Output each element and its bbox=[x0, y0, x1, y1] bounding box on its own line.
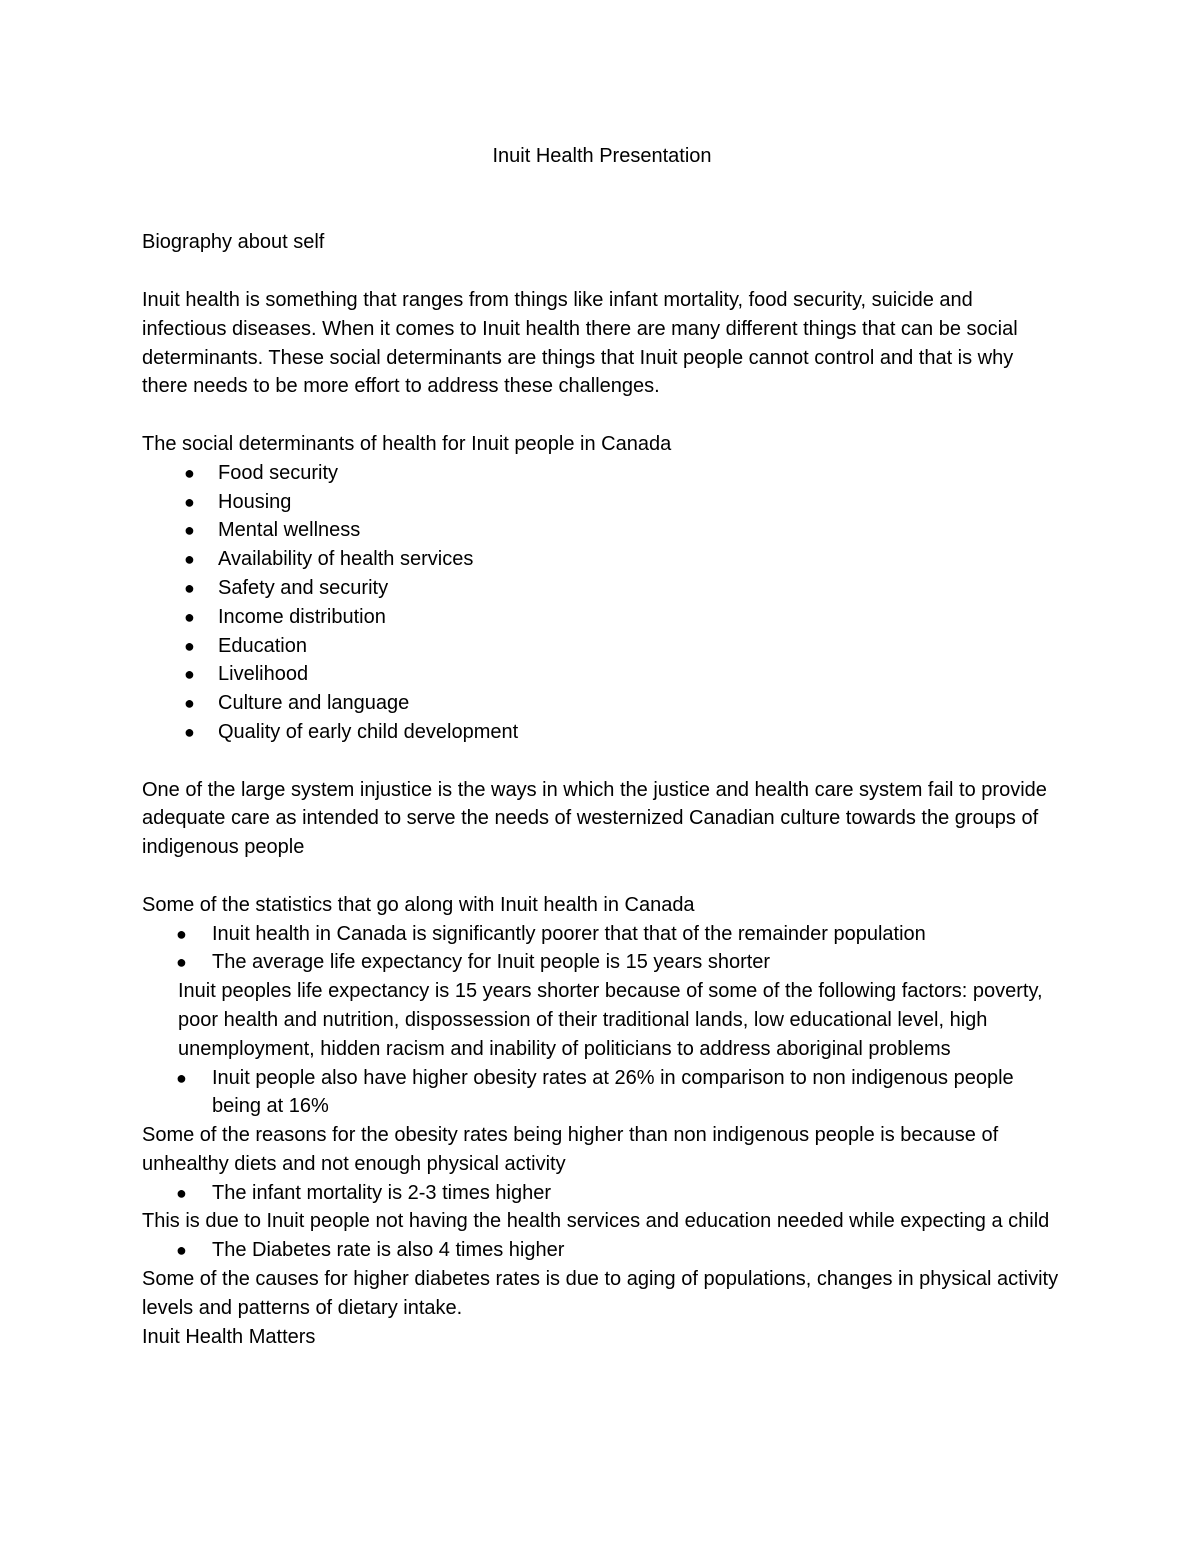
list-item bbox=[142, 948, 1062, 977]
list-item-text: Food security bbox=[218, 461, 339, 484]
list-item bbox=[142, 603, 1062, 632]
determinants-list bbox=[142, 459, 1062, 747]
list-item-text: Quality of early child development bbox=[218, 720, 519, 743]
bullet-icon: ● bbox=[184, 693, 195, 714]
list-item-text: Availability of health services bbox=[218, 548, 474, 571]
bullet-icon: ● bbox=[184, 520, 195, 541]
bullet-icon: ● bbox=[184, 635, 195, 656]
list-item-text: The infant mortality is 2-3 times higher bbox=[212, 1181, 552, 1204]
stats-list bbox=[142, 1236, 1062, 1265]
bullet-icon: ● bbox=[184, 577, 195, 598]
bullet-icon: ● bbox=[176, 1182, 187, 1203]
injustice-paragraph: One of the large system injustice is the ways in which the justice and health care system fail to provide adequate care as intended to serve the needs of westernized Canadian culture towards the groups of indigenous people bbox=[142, 778, 1047, 859]
list-item-text: Mental wellness bbox=[218, 519, 361, 542]
list-item-text: Livelihood bbox=[218, 663, 309, 686]
bullet-icon: ● bbox=[176, 1067, 187, 1088]
closing-line: Inuit Health Matters bbox=[142, 1325, 316, 1348]
document-title: Inuit Health Presentation bbox=[492, 145, 712, 167]
spacer bbox=[142, 747, 1062, 776]
list-item-text: The average life expectancy for Inuit people is 15 years shorter bbox=[212, 951, 771, 974]
spacer bbox=[142, 862, 1062, 891]
list-item bbox=[142, 632, 1062, 661]
list-item-text: Culture and language bbox=[218, 692, 410, 715]
document-body bbox=[142, 142, 1062, 1351]
bullet-icon: ● bbox=[184, 491, 195, 512]
stats-heading: Some of the statistics that go along with Inuit health in Canada bbox=[142, 893, 695, 916]
stats-list bbox=[142, 1179, 1062, 1208]
bullet-icon: ● bbox=[184, 549, 195, 570]
list-item-text: Inuit people also have higher obesity rates at 26% in comparison to non indigenous people being at 16% bbox=[212, 1066, 1014, 1118]
determinants-heading: The social determinants of health for Inuit people in Canada bbox=[142, 432, 672, 455]
diabetes-note: Some of the causes for higher diabetes rates is due to aging of populations, changes in physical activity levels and patterns of dietary intake. bbox=[142, 1268, 1059, 1319]
list-item-text: Income distribution bbox=[218, 605, 386, 628]
stats-list bbox=[142, 920, 1062, 978]
list-item-text: Safety and security bbox=[218, 576, 389, 599]
list-item bbox=[142, 1064, 1062, 1122]
bullet-icon: ● bbox=[176, 952, 187, 973]
list-item bbox=[142, 488, 1062, 517]
list-item-text: The Diabetes rate is also 4 times higher bbox=[212, 1239, 565, 1262]
list-item bbox=[142, 1179, 1062, 1208]
bullet-icon: ● bbox=[176, 923, 187, 944]
stats-list bbox=[142, 1064, 1062, 1122]
bullet-icon: ● bbox=[184, 606, 195, 627]
list-item bbox=[142, 545, 1062, 574]
infant-mortality-note: This is due to Inuit people not having the health services and education needed while expecting a child bbox=[142, 1210, 1050, 1233]
list-item bbox=[142, 459, 1062, 488]
spacer bbox=[142, 257, 1062, 286]
list-item bbox=[142, 516, 1062, 545]
spacer bbox=[142, 200, 1062, 229]
intro-paragraph: Inuit health is something that ranges from things like infant mortality, food security, suicide and infectious diseases. When it comes to Inuit health there are many different things that can be social determinants. These social determinants are things that Inuit people cannot control and that is why there needs to be more effort to address these challenges. bbox=[142, 288, 1018, 398]
list-item bbox=[142, 1236, 1062, 1265]
spacer bbox=[142, 171, 1062, 200]
bullet-icon: ● bbox=[176, 1240, 187, 1261]
life-expectancy-note: Inuit peoples life expectancy is 15 years shorter because of some of the following factors: poverty, poor health and nutrition, dispossession of their traditional lands, low educational level, high unemployment, hidden racism and inability of politicians to address aboriginal problems bbox=[178, 980, 1043, 1060]
list-item bbox=[142, 660, 1062, 689]
obesity-note: Some of the reasons for the obesity rates being higher than non indigenous people is because of unhealthy diets and not enough physical activity bbox=[142, 1124, 999, 1175]
list-item bbox=[142, 689, 1062, 718]
list-item-text: Inuit health in Canada is significantly poorer that that of the remainder population bbox=[212, 922, 926, 945]
list-item-text: Education bbox=[218, 634, 307, 657]
bio-heading: Biography about self bbox=[142, 231, 325, 254]
list-item bbox=[142, 718, 1062, 747]
spacer bbox=[142, 401, 1062, 430]
bullet-icon: ● bbox=[184, 721, 195, 742]
list-item bbox=[142, 574, 1062, 603]
bullet-icon: ● bbox=[184, 462, 195, 483]
list-item bbox=[142, 920, 1062, 949]
bullet-icon: ● bbox=[184, 664, 195, 685]
list-item-text: Housing bbox=[218, 490, 292, 513]
